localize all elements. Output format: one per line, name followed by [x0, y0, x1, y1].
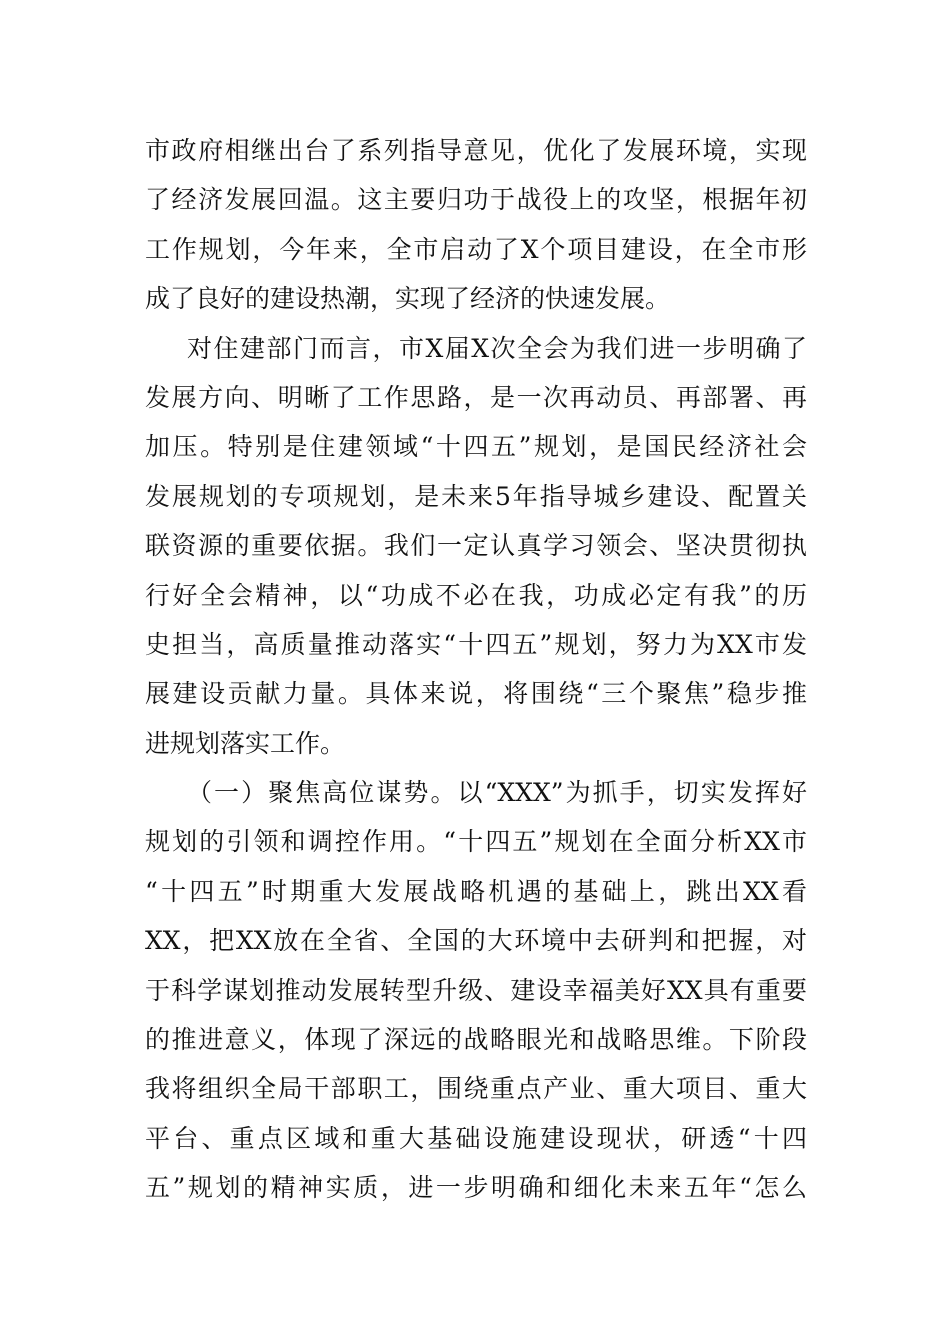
text-line: 了经济发展回温。这主要归功于战役上的攻坚，根据年初	[145, 185, 807, 215]
text-line: “十四五”时期重大发展战略机遇的基础上，跳出XX看	[145, 876, 807, 906]
text-line: 史担当，高质量推动落实“十四五”规划，努力为XX市发	[145, 629, 807, 659]
paragraph-first-line: （一）聚焦高位谋势。以“XXX”为抓手，切实发挥好	[187, 778, 807, 808]
text-line: 我将组织全局干部职工，围绕重点产业、重大项目、重大	[145, 1074, 807, 1104]
text-line: 市政府相继出台了系列指导意见，优化了发展环境，实现	[145, 136, 807, 165]
paragraph-first-line: 对住建部门而言，市X届X次全会为我们进一步明确了	[187, 333, 807, 363]
text-line: 行好全会精神，以“功成不必在我，功成必定有我”的历	[145, 580, 807, 610]
text-line: 发展规划的专项规划，是未来5年指导城乡建设、配置关	[145, 481, 807, 511]
text-line: 成了良好的建设热潮，实现了经济的快速发展。	[145, 284, 671, 314]
text-line: 规划的引领和调控作用。“十四五”规划在全面分析XX市	[145, 827, 807, 857]
text-line: 工作规划，今年来，全市启动了X个项目建设，在全市形	[145, 234, 807, 264]
body-text	[145, 126, 807, 1213]
text-line: 五”规划的精神实质，进一步明确和细化未来五年“怎么	[145, 1173, 807, 1203]
text-line: 联资源的重要依据。我们一定认真学习领会、坚决贯彻执	[145, 531, 807, 561]
text-line: 平台、重点区域和重大基础设施建设现状，研透“十四	[145, 1123, 807, 1153]
text-line: 展建设贡献力量。具体来说，将围绕“三个聚焦”稳步推	[145, 679, 807, 709]
text-line: 加压。特别是住建领域“十四五”规划，是国民经济社会	[145, 432, 807, 462]
text-line: 于科学谋划推动发展转型升级、建设幸福美好XX具有重要	[145, 975, 807, 1005]
text-line: 进规划落实工作。	[145, 728, 346, 758]
text-line: 的推进意义，体现了深远的战略眼光和战略思维。下阶段	[145, 1025, 807, 1055]
text-line: XX，把XX放在全省、全国的大环境中去研判和把握，对	[145, 926, 807, 956]
text-line: 发展方向、明晰了工作思路，是一次再动员、再部署、再	[145, 382, 807, 412]
